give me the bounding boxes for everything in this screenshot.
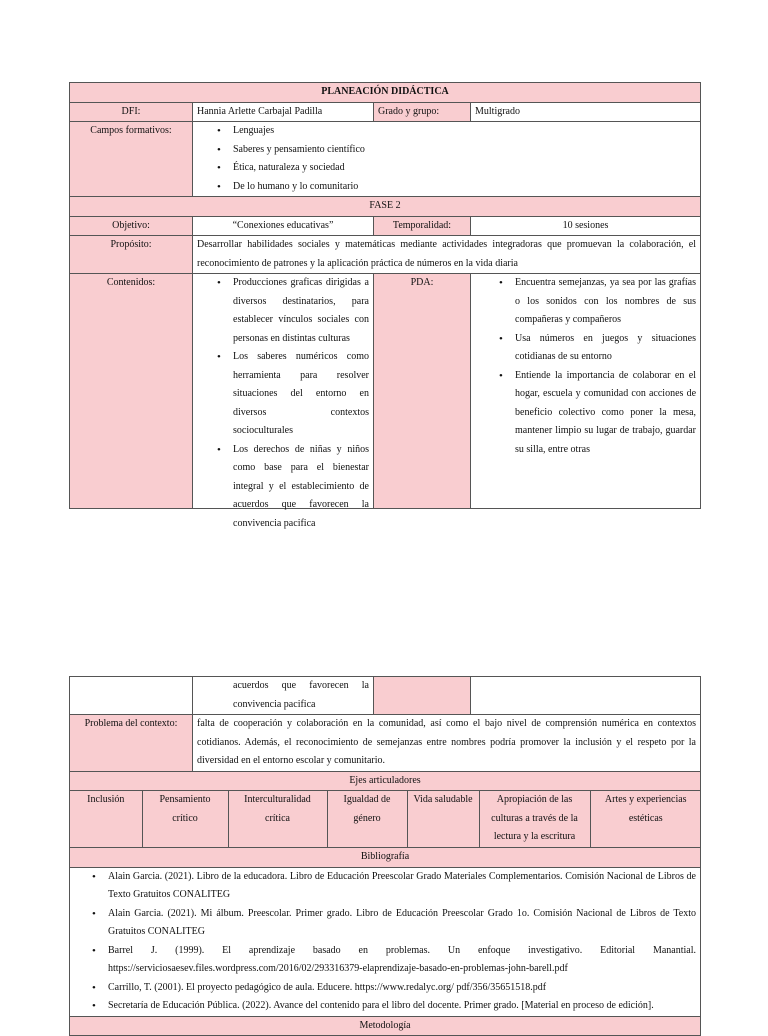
bibliografia-item: • Alain Garcia. (2021). Libro de la educadora. Libro de Educación Preescolar Grado Materiales Complementarios. Comisión Nacional de Libros de Texto Gratuitos CONALITEG bbox=[108, 868, 696, 905]
planning-table-page-1 bbox=[69, 82, 701, 529]
grado-value: Multigrado bbox=[471, 102, 701, 122]
campo-item: • Ética, naturaleza y sociedad bbox=[233, 159, 696, 178]
eje-artes: Artes y experiencias estéticas bbox=[590, 791, 701, 847]
contenido-item: • Producciones graficas dirigidas a diversos destinatarios, para establecer vínculos sociales con personas en distintas culturas bbox=[233, 274, 369, 348]
eje-igualdad-genero: Igualdad de género bbox=[327, 791, 407, 847]
ejes-row bbox=[70, 791, 701, 848]
contenido-item: • Los derechos de niñas y niños como base para el bienestar integral y el establecimiento de acuerdos que favorecen la convivencia pacifica bbox=[233, 441, 369, 534]
bibliografia-heading: Bibliografía bbox=[70, 848, 701, 868]
ejes-table bbox=[70, 791, 701, 847]
metodologia-heading: Metodología bbox=[70, 1016, 701, 1036]
campos-list-cell bbox=[193, 122, 701, 197]
pda-continued-cell bbox=[471, 677, 701, 715]
campos-list bbox=[197, 122, 696, 196]
bibliografia-item: • Barrel J. (1999). El aprendizaje basado en problemas. Un enfoque investigativo. Editorial Manantial. https://serviciosaesev.files.wordpress.com/2016/02/293316379-elaprendizaje-basado-en-problemas-john-barell.pdf bbox=[108, 942, 696, 979]
contenido-item: • Los saberes numéricos como herramienta para resolver situaciones del entorno en diversos contextos socioculturales bbox=[233, 348, 369, 441]
contenidos-continued-text: acuerdos que favorecen la convivencia pacifica bbox=[233, 680, 369, 710]
bibliografia-item: • Secretaría de Educación Pública. (2022). Avance del contenido para el libro del docente. Primer grado. [Material en proceso de edición]. bbox=[108, 997, 696, 1016]
page-title: PLANEACIÓN DIDÁCTICA bbox=[70, 83, 701, 103]
proposito-value: Desarrollar habilidades sociales y matemáticas mediante actividades integradoras que promuevan la colaboración, el reconocimiento de patrones y la aplicación práctica de números en la vida diaria bbox=[193, 236, 701, 274]
eje-apropiacion-culturas: Apropiación de las culturas a través de la lectura y la escritura bbox=[479, 791, 590, 847]
pda-item: • Usa números en juegos y situaciones cotidianas de su entorno bbox=[515, 330, 696, 367]
pda-continued-label-cell bbox=[374, 677, 471, 715]
proposito-label: Propósito: bbox=[70, 236, 193, 274]
campo-item: • Lenguajes bbox=[233, 122, 696, 141]
contenidos-continued bbox=[193, 677, 374, 715]
eje-vida-saludable: Vida saludable bbox=[407, 791, 479, 847]
ejes-heading: Ejes articuladores bbox=[70, 771, 701, 791]
campo-item: • De lo humano y lo comunitario bbox=[233, 178, 696, 197]
campos-label: Campos formativos: bbox=[70, 122, 193, 197]
campo-item: • Saberes y pensamiento científico bbox=[233, 141, 696, 160]
bibliografia-cell bbox=[70, 867, 701, 1016]
pda-cell bbox=[471, 274, 701, 509]
eje-interculturalidad: Interculturalidad crítica bbox=[228, 791, 327, 847]
planning-table-page-2 bbox=[69, 676, 701, 1036]
pda-item: • Entiende la importancia de colaborar en el hogar, escuela y comunidad con acciones de beneficio colectivo como poner la mesa, mantener limpio su lugar de trabajo, guardar su silla, entre otras bbox=[515, 367, 696, 460]
bibliografia-list bbox=[74, 868, 696, 1016]
problema-label: Problema del contexto: bbox=[70, 715, 193, 772]
objetivo-label: Objetivo: bbox=[70, 216, 193, 236]
contenidos-clip bbox=[197, 274, 369, 529]
temporalidad-label: Temporalidad: bbox=[374, 216, 471, 236]
eje-pensamiento-critico: Pensamiento crítico bbox=[142, 791, 228, 847]
grado-label: Grado y grupo: bbox=[374, 102, 471, 122]
pda-list bbox=[475, 274, 696, 459]
contenidos-cell bbox=[193, 274, 374, 529]
pda-label: PDA: bbox=[374, 274, 471, 509]
dfi-value: Hannia Arlette Carbajal Padilla bbox=[193, 102, 374, 122]
continued-label-cell bbox=[70, 677, 193, 715]
bibliografia-item: • Carrillo, T. (2001). El proyecto pedagógico de aula. Educere. https://www.redalyc.org/ pdf/356/35651518.pdf bbox=[108, 979, 696, 998]
pda-item: • Encuentra semejanzas, ya sea por las grafías o los sonidos con los nombres de sus compañeras y compañeros bbox=[515, 274, 696, 330]
objetivo-value: “Conexiones educativas” bbox=[193, 216, 374, 236]
contenidos-label: Contenidos: bbox=[70, 274, 193, 509]
problema-value: falta de cooperación y colaboración en la comunidad, así como el bajo nivel de comprensión numérica en contextos cotidianos. Además, el reconocimiento de semejanzas entre nombres podría promover la inclusión y el respeto por la diversidad en el entorno escolar y comunitario. bbox=[193, 715, 701, 772]
fase-heading: FASE 2 bbox=[70, 197, 701, 217]
temporalidad-value: 10 sesiones bbox=[471, 216, 701, 236]
eje-inclusion: Inclusión bbox=[70, 791, 142, 847]
contenidos-list bbox=[197, 274, 369, 533]
bibliografia-item: • Alain Garcia. (2021). Mi álbum. Preescolar. Primer grado. Libro de Educación Preescolar Grado 1o. Comisión Nacional de Libros de Texto Gratuitos CONALITEG bbox=[108, 905, 696, 942]
dfi-label: DFI: bbox=[70, 102, 193, 122]
